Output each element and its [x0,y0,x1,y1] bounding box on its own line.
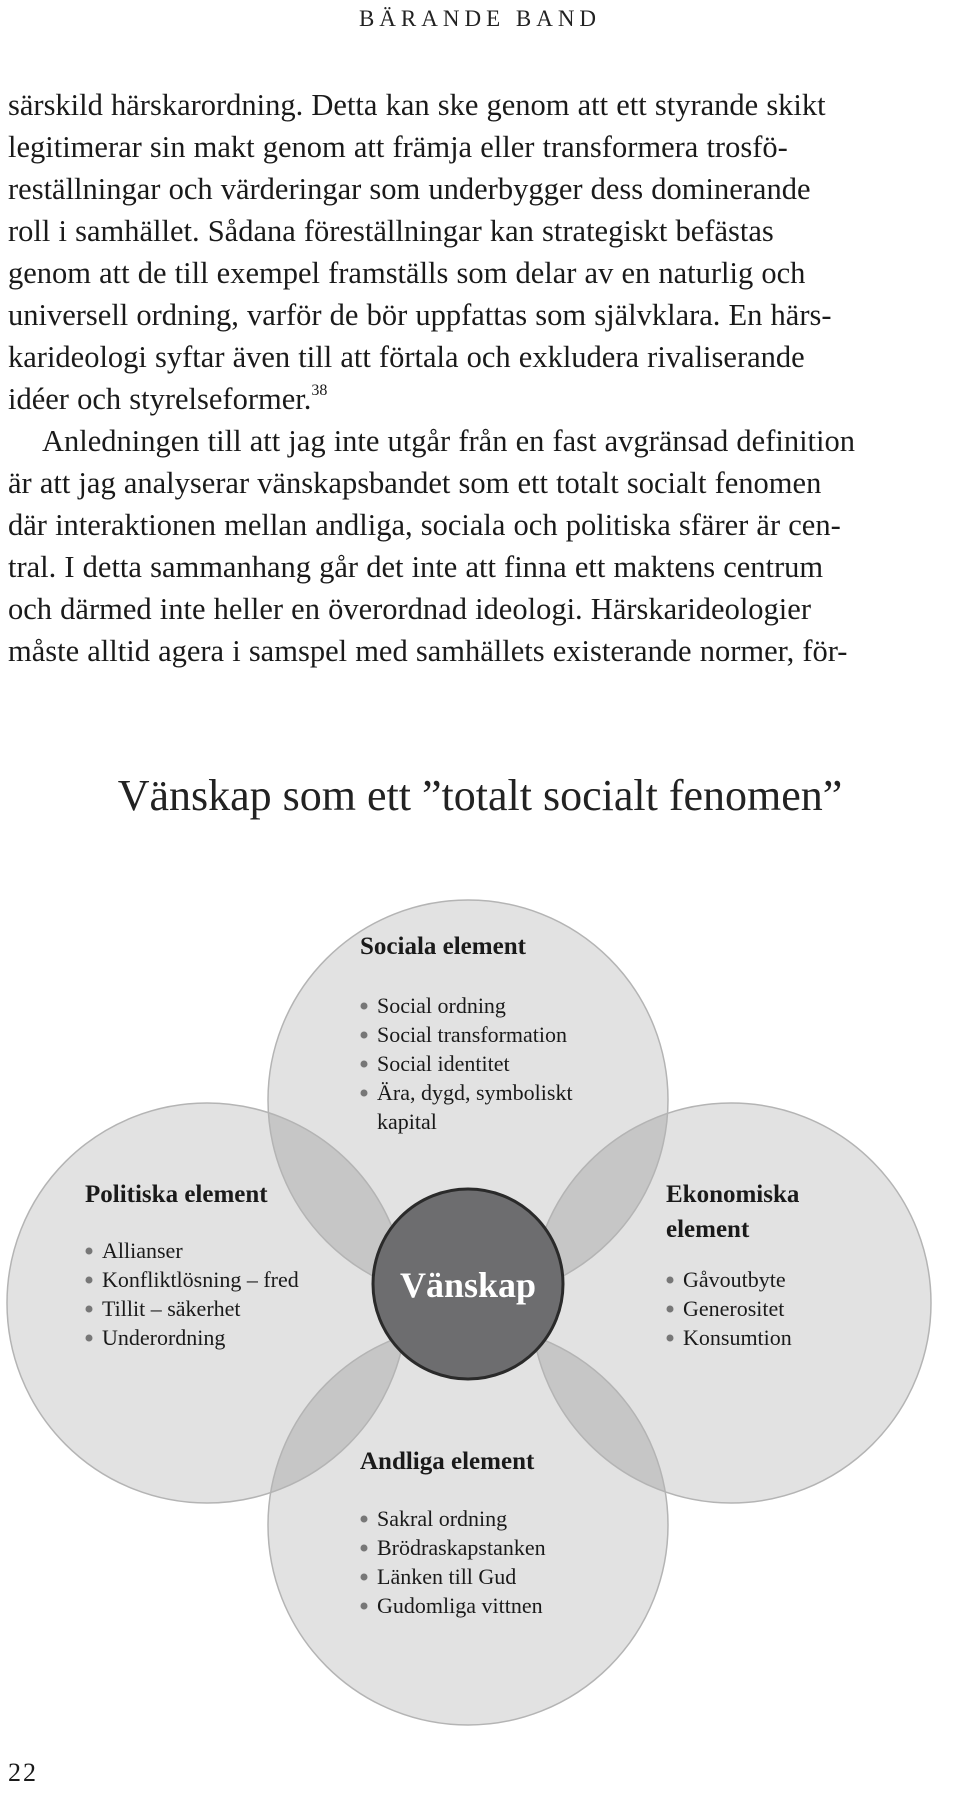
left-item: Konfliktlösning – fred [102,1267,299,1292]
line: reställningar och värderingar som underbygger dess dominerande [8,172,811,206]
line: idéer och styrelseformer. [8,382,312,416]
line: särskild härskarordning. Detta kan ske genom att ett styrande skikt [8,88,826,122]
bullet [86,1277,93,1284]
right-item: Gåvoutbyte [683,1267,786,1292]
top-item: kapital [377,1109,437,1134]
line: är att jag analyserar vänskapsbandet som ett totalt socialt fenomen [8,466,822,500]
bottom-item: Sakral ordning [377,1506,508,1531]
top-item: Social transformation [377,1022,568,1047]
bullet [361,1574,368,1581]
paragraph-2 [8,420,958,672]
top-item: Ära, dygd, symboliskt [377,1080,573,1105]
bullet [667,1277,674,1284]
bottom-item: Gudomliga vittnen [377,1593,543,1618]
page-number: 22 [8,1758,38,1787]
bottom-item: Länken till Gud [377,1564,517,1589]
right-item: Generositet [683,1296,785,1321]
bullet [361,1061,368,1068]
bullet [361,1603,368,1610]
right-title: Ekonomiska [666,1181,800,1208]
left-title: Politiska element [85,1181,268,1208]
right-title: element [666,1216,750,1243]
line: och därmed inte heller en överordnad ideologi. Härskarideologier [8,592,811,626]
top-item: Social identitet [377,1051,510,1076]
left-item: Underordning [102,1325,226,1350]
bullet [361,1516,368,1523]
line: universell ordning, varför de bör uppfattas som självklara. En härs- [8,298,832,332]
line: legitimerar sin makt genom att främja eller transformera trosfö- [8,130,788,164]
line: roll i samhället. Sådana föreställningar kan strategiskt befästas [8,214,774,248]
running-head: BÄRANDE BAND [358,6,602,31]
paragraph-1 [8,84,958,420]
line: tral. I detta sammanhang går det inte att finna ett maktens centrum [8,550,824,584]
right-item: Konsumtion [683,1325,792,1350]
line: där interaktionen mellan andliga, sociala och politiska sfärer är cen- [8,508,841,542]
left-item: Allianser [102,1238,183,1263]
top-title: Sociala element [360,933,526,960]
center-label: Vänskap [399,1265,537,1305]
friendship-diagram [0,850,960,1740]
line: måste alltid agera i samspel med samhällets existerande normer, för- [8,634,848,668]
top-item: Social ordning [377,993,506,1018]
bottom-title: Andliga element [360,1448,535,1475]
bullet [361,1003,368,1010]
bullet [667,1335,674,1342]
line: Anledningen till att jag inte utgår från en fast avgränsad definition [42,424,855,458]
bullet [667,1306,674,1313]
bullet [86,1248,93,1255]
left-item: Tillit – säkerhet [102,1296,241,1321]
footnote-ref: 38 [311,382,328,399]
bullet [361,1032,368,1039]
bullet [361,1545,368,1552]
body-text [8,84,958,672]
line: karideologi syftar även till att förtala och exkludera rivaliserande [8,340,805,374]
bottom-item: Brödraskapstanken [377,1535,546,1560]
line: genom att de till exempel framställs som delar av en naturlig och [8,256,806,290]
bullet [86,1306,93,1313]
bullet [86,1335,93,1342]
diagram-title: Vänskap som ett ”totalt socialt fenomen” [117,771,843,820]
bullet [361,1090,368,1097]
